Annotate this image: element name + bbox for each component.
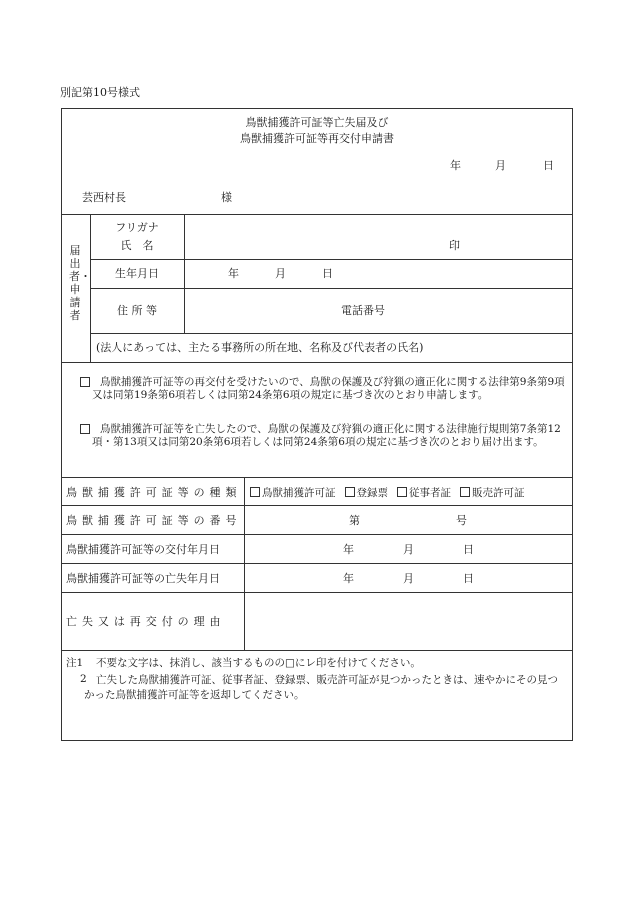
checkbox-loss[interactable] <box>80 424 92 435</box>
date-year: 年 <box>450 159 461 172</box>
title-line-1: 鳥獣捕獲許可証等亡失届及び <box>245 116 389 129</box>
seal-mark: 印 <box>449 239 460 252</box>
declaration-reissue: 鳥獣捕獲許可証等の再交付を受けたいので、鳥獣の保護及び狩猟の適正化に関する法律第9条第9項又は同第19条第6項若しくは同第24条第6項の規定に基づき次のとおり申請します。 <box>92 376 565 401</box>
addressee: 芸西村長 <box>82 191 126 204</box>
loss-day: 日 <box>463 572 474 585</box>
note-2-prefix: 2 <box>80 673 87 685</box>
birth-year: 年 <box>228 267 239 280</box>
title-line-2: 鳥獣捕獲許可証等再交付申請書 <box>240 132 394 145</box>
divider <box>184 214 185 333</box>
name-label: 氏 名 <box>120 239 154 252</box>
number-label: 鳥獣捕獲許可証等の番号 <box>66 514 242 527</box>
note-2: 亡失した鳥獣捕獲許可証、従事者証、登録票、販売許可証が見つかったときは、速やかにその見つかった鳥獣捕獲許可証等を返却してください。 <box>84 674 558 701</box>
type-option-registration[interactable]: 登録票 <box>345 487 389 499</box>
issue-month: 月 <box>403 543 414 556</box>
divider <box>61 362 573 363</box>
loss-date-label: 鳥獣捕獲許可証等の亡失年月日 <box>66 572 220 585</box>
date-month: 月 <box>495 159 506 172</box>
issue-date-label: 鳥獣捕獲許可証等の交付年月日 <box>66 543 220 556</box>
phone-label: 電話番号 <box>341 304 385 317</box>
divider <box>90 259 573 260</box>
loss-month: 月 <box>403 572 414 585</box>
corporate-note: (法人にあっては、主たる事務所の所在地、名称及び代表者の氏名) <box>96 341 424 354</box>
note-1: 不要な文字は、抹消し、該当するものの□にレ印を付けてください。 <box>96 657 421 669</box>
birthdate-label: 生年月日 <box>115 267 159 280</box>
birth-day: 日 <box>322 267 333 280</box>
divider <box>61 650 573 651</box>
reason-label: 亡失又は再交付の理由 <box>66 615 226 628</box>
type-option-sales[interactable]: 販売許可証 <box>460 487 525 499</box>
addressee-suffix: 様 <box>221 191 232 204</box>
divider <box>61 563 573 564</box>
divider <box>61 214 573 215</box>
number-prefix: 第 <box>349 514 360 527</box>
divider <box>90 333 573 334</box>
type-options <box>250 487 525 499</box>
divider <box>61 477 573 478</box>
divider <box>90 288 573 289</box>
declaration-loss: 鳥獣捕獲許可証等を亡失したので、鳥獣の保護及び狩猟の適正化に関する法律施行規則第7条第12項・第13項又は同第20条第6項若しくは同第24条第6項の規定に基づき次のとおり届け出ます。 <box>92 423 561 448</box>
type-option-worker[interactable]: 従事者証 <box>397 487 451 499</box>
date-day: 日 <box>543 159 554 172</box>
address-label: 住 所 等 <box>117 304 157 317</box>
form-label: 別記第10号様式 <box>60 86 140 99</box>
checkbox-reissue[interactable] <box>80 377 92 388</box>
type-label: 鳥獣捕獲許可証等の種類 <box>66 486 242 499</box>
applicant-side-label: 届出者・申請者 <box>69 244 91 322</box>
divider <box>61 505 573 506</box>
divider <box>61 534 573 535</box>
furigana-label: フリガナ <box>115 221 159 234</box>
birth-month: 月 <box>275 267 286 280</box>
divider <box>61 592 573 593</box>
loss-year: 年 <box>343 572 354 585</box>
issue-year: 年 <box>343 543 354 556</box>
note-1-prefix: 注1 <box>66 657 84 669</box>
number-suffix: 号 <box>456 514 467 527</box>
type-option-permit[interactable]: 鳥獣捕獲許可証 <box>250 487 336 499</box>
issue-day: 日 <box>463 543 474 556</box>
